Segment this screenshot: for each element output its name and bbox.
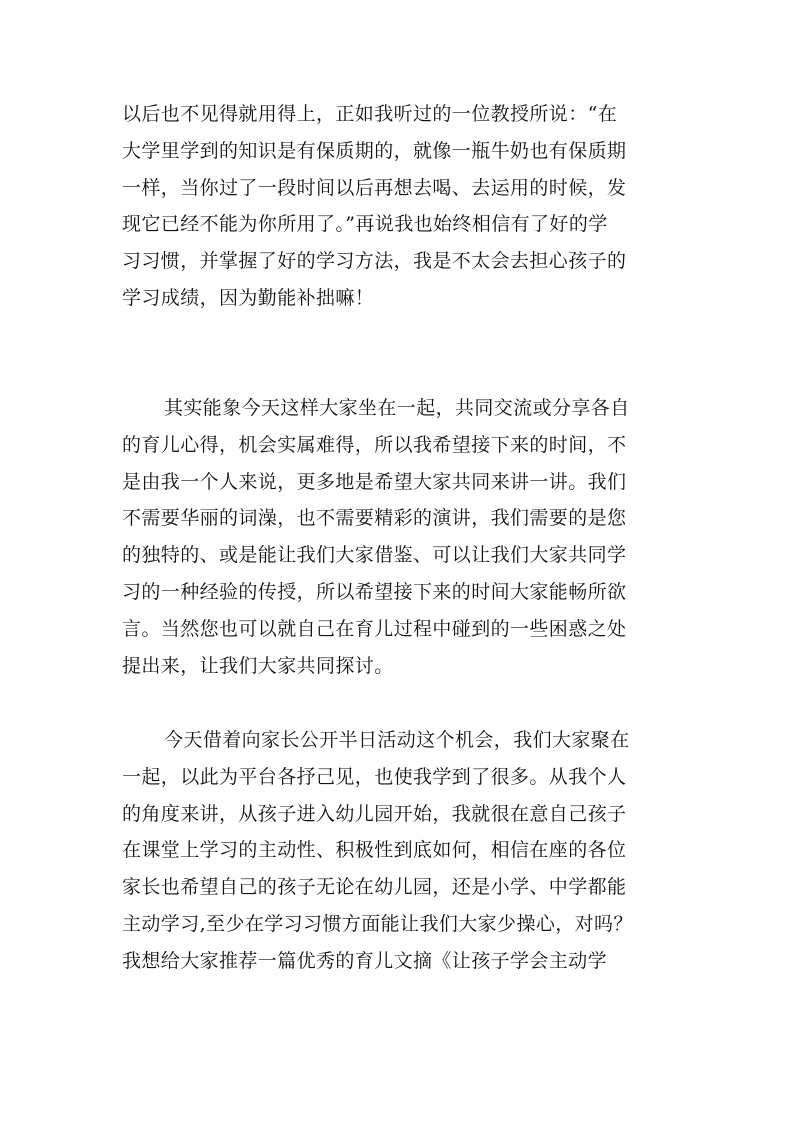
paragraph-line: 不需要华丽的词澡，也不需要精彩的演讲，我们需要的是您 (122, 507, 627, 530)
paragraph-3 (122, 722, 682, 980)
paragraph-line: 是由我一个人来说，更多地是希望大家共同来讲一讲。我们 (122, 470, 627, 493)
paragraph-1 (122, 96, 682, 317)
paragraph-line: 提出来，让我们大家共同探讨。 (122, 654, 394, 677)
paragraph-line: 言。当然您也可以就自己在育儿过程中碰到的一些困惑之处 (122, 617, 627, 640)
paragraph-line: 主动学习,至少在学习习惯方面能让我们大家少操心，对吗？ (122, 912, 633, 935)
paragraph-line: 现它已经不能为你所用了。”再说我也始终相信有了好的学 (122, 213, 608, 236)
paragraph-line: 一样，当你过了一段时间以后再想去喝、去运用的时候，发 (122, 176, 627, 199)
paragraph-line: 习的一种经验的传授，所以希望接下来的时间大家能畅所欲 (122, 580, 627, 603)
paragraph-line: 我想给大家推荐一篇优秀的育儿文摘《让孩子学会主动学 (122, 949, 608, 972)
paragraph-line: 的独特的、或是能让我们大家借鉴、可以让我们大家共同学 (122, 544, 627, 567)
paragraph-first-line: 其实能象今天这样大家坐在一起，共同交流或分享各自 (164, 397, 630, 419)
paragraph-line: 在课堂上学习的主动性、积极性到底如何，相信在座的各位 (122, 839, 627, 862)
paragraph-line: 学习成绩，因为勤能补拙嘛！ (122, 286, 375, 309)
paragraph-line: 一起，以此为平台各抒己见，也使我学到了很多。从我个人 (122, 765, 627, 788)
paragraph-line: 大学里学到的知识是有保质期的，就像一瓶牛奶也有保质期 (122, 139, 627, 162)
paragraph-first-line: 今天借着向家长公开半日活动这个机会，我们大家聚在 (164, 729, 630, 751)
paragraph-line: 的角度来讲，从孩子进入幼儿园开始，我就很在意自己孩子 (122, 802, 627, 825)
paragraph-line: 习习惯，并掌握了好的学习方法，我是不太会去担心孩子的 (122, 250, 627, 273)
paragraph-line: 以后也不见得就用得上，正如我听过的一位教授所说：“在 (122, 103, 618, 125)
paragraph-2 (122, 390, 682, 684)
paragraph-line: 家长也希望自己的孩子无论在幼儿园，还是小学、中学都能 (122, 876, 627, 899)
paragraph-line: 的育儿心得，机会实属难得，所以我希望接下来的时间，不 (122, 433, 627, 456)
